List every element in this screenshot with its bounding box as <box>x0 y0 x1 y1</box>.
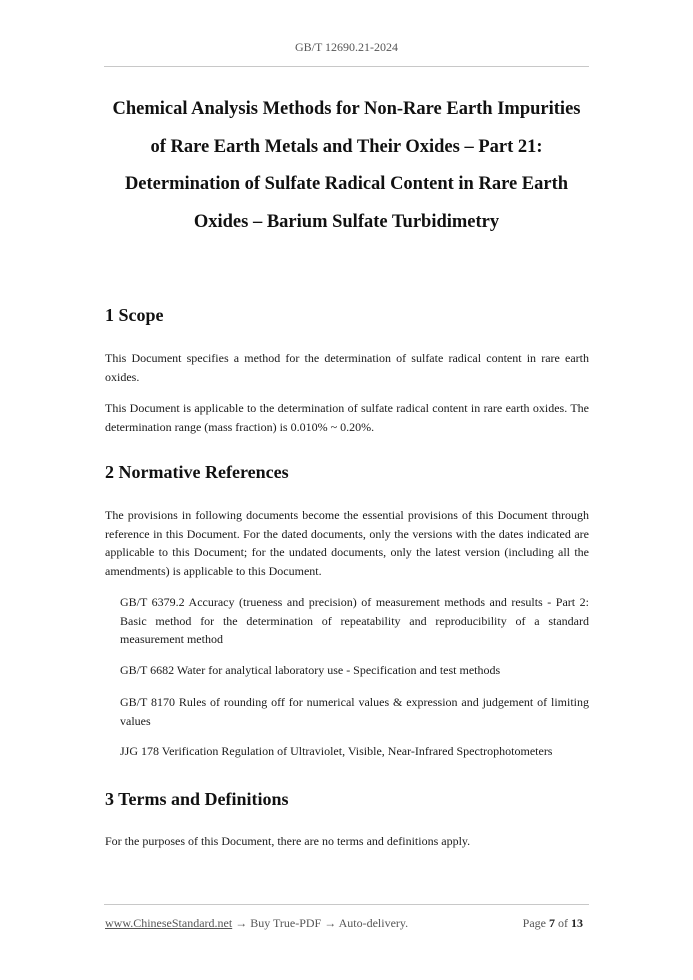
current-page-number: 7 <box>549 916 555 930</box>
title-line-2: of Rare Earth Metals and Their Oxides – Part 21: <box>150 136 543 157</box>
of-label: of <box>558 916 568 930</box>
buy-true-pdf-text: Buy True-PDF <box>250 916 322 930</box>
section-heading-scope: 1 Scope <box>105 305 164 325</box>
title-line-1: Chemical Analysis Methods for Non-Rare Earth Impurities <box>112 99 581 119</box>
section-heading-terms-definitions: 3 Terms and Definitions <box>105 789 289 809</box>
footer-divider <box>104 904 589 905</box>
page-indicator <box>523 916 583 931</box>
reference-item: JJG 178 Verification Regulation of Ultraviolet, Visible, Near-Infrared Spectrophotometers <box>120 744 553 758</box>
arrow-right-icon: → <box>324 916 337 930</box>
total-pages-number: 13 <box>571 916 583 930</box>
reference-item: GB/T 8170 Rules of rounding off for numerical values & expression and judgement of limiting values <box>120 695 589 728</box>
auto-delivery-text: Auto-delivery. <box>338 916 409 930</box>
chinesestandard-link[interactable]: www.ChineseStandard.net <box>105 916 233 930</box>
terms-definitions-paragraph: For the purposes of this Document, there are no terms and definitions apply. <box>105 834 471 848</box>
scope-paragraph-1: This Document specifies a method for the determination of sulfate radical content in rare earth oxides. <box>105 351 589 384</box>
arrow-right-icon: → <box>235 916 248 930</box>
scope-paragraph-2: This Document is applicable to the determination of sulfate radical content in rare earth oxides. The determination range (mass fraction) is 0.010% ~ 0.20%. <box>105 401 589 434</box>
header-divider <box>104 66 589 67</box>
footer-promo <box>105 916 408 931</box>
page-label: Page <box>522 916 546 930</box>
document-header-code: GB/T 12690.21-2024 <box>294 40 399 54</box>
title-line-4: Oxides – Barium Sulfate Turbidimetry <box>193 211 500 232</box>
reference-item: GB/T 6682 Water for analytical laboratory use - Specification and test methods <box>120 663 501 677</box>
normative-references-intro: The provisions in following documents become the essential provisions of this Document through reference in this Document. For the dated documents, only the versions with the dates indicated are applicable to this Document; for the undated documents, only the latest version (including all the amendments) is applicable to this Document. <box>105 508 589 578</box>
reference-item: GB/T 6379.2 Accuracy (trueness and precision) of measurement methods and results - Part 2: Basic method for the determination of repeatability and reproducibility of a standard measurement method <box>120 595 589 646</box>
section-heading-normative-references: 2 Normative References <box>105 462 289 482</box>
document-title <box>90 91 603 241</box>
title-line-3: Determination of Sulfate Radical Content in Rare Earth <box>124 174 569 194</box>
